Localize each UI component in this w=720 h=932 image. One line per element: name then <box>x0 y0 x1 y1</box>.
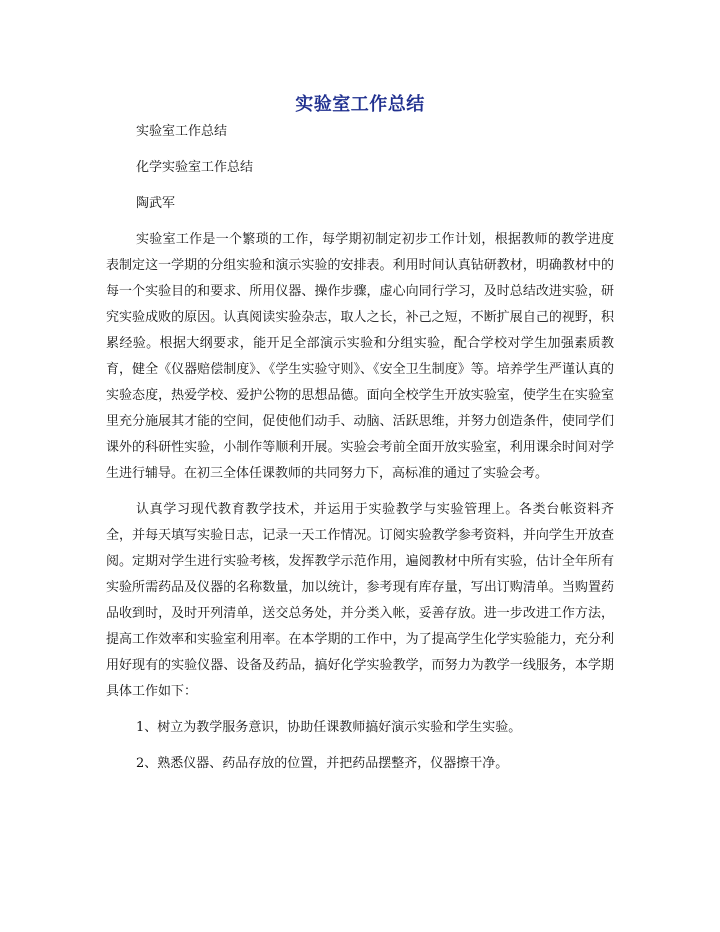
subtitle-line: 化学实验室工作总结 <box>136 160 254 175</box>
list-item: 1、树立为教学服务意识，协助任课教师搞好演示实验和学生实验。 <box>136 720 522 735</box>
document-title: 实验室工作总结 <box>295 94 425 115</box>
subtitle-line: 实验室工作总结 <box>136 124 228 139</box>
document-body <box>106 119 614 789</box>
list-item: 2、熟悉仪器、药品存放的位置，并把药品摆整齐，仪器擦干净。 <box>136 756 509 771</box>
body-paragraph: 认真学习现代教育教学技术，并运用于实验教学与实验管理上。各类台帐资料齐全，并每天填写实验日志，记录一天工作情况。订阅实验教学参考资料，并向学生开放查阅。定期对学生进行实验考核，发挥教学示范作用，遍阅教材中所有实验，估计全年所有实验所需药品及仪器的名称数量，加以统计，参考现有库存量，写出订购清单。当购置药品收到时，及时开列清单，送交总务处，并分类入帐，妥善存放。进一步改进工作方法，提高工作效率和实验室利用率。在本学期的工作中，为了提高学生化学实验能力，充分利用好现有的实验仪器、设备及药品，搞好化学实验教学，而努力为教学一线服务，本学期具体工作如下： <box>106 502 614 699</box>
author-line: 陶武军 <box>136 196 176 211</box>
body-paragraph: 实验室工作是一个繁琐的工作，每学期初制定初步工作计划，根据教师的教学进度表制定这一学期的分组实验和演示实验的安排表。利用时间认真钻研教材，明确教材中的每一个实验目的和要求、所用仪器、操作步骤，虚心向同行学习，及时总结改进实验，研究实验成败的原因。认真阅读实验杂志，取人之长，补己之短，不断扩展自己的视野，积累经验。根据大纲要求，能开足全部演示实验和分组实验，配合学校对学生加强素质教育，健全《仪器赔偿制度》、《学生实验守则》、《安全卫生制度》等。培养学生严谨认真的实验态度，热爱学校、爱护公物的思想品德。面向全校学生开放实验室，使学生在实验室里充分施展其才能的空间，促使他们动手、动脑、活跃思维，并努力创造条件，使同学们课外的科研性实验，小制作等顺利开展。实验会考前全面开放实验室，利用课余时间对学生进行辅导。在初三全体任课教师的共同努力下，高标准的通过了实验会考。 <box>106 232 614 481</box>
